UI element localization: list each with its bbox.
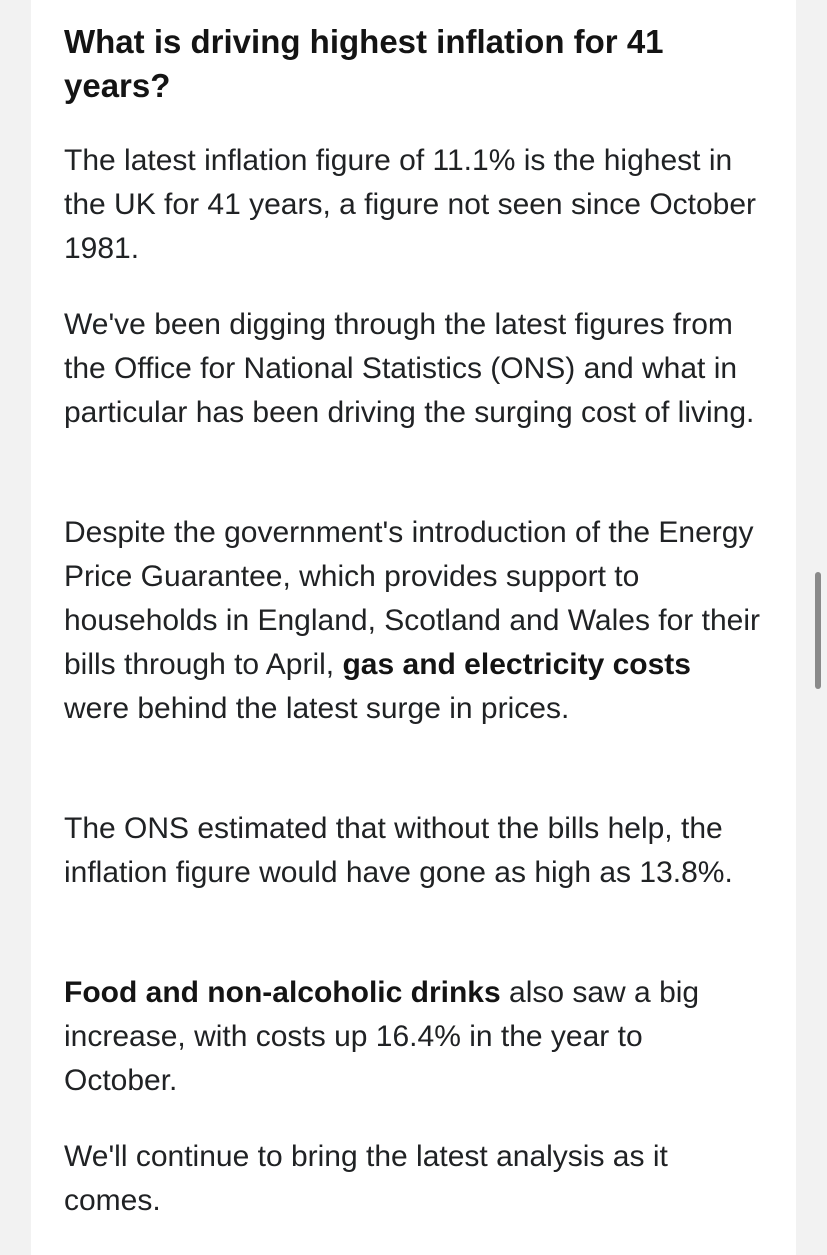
vertical-scrollbar[interactable] [815,572,821,689]
paragraph-energy-end: were behind the latest surge in prices. [64,692,570,725]
paragraph-ons-figures: We've been digging through the latest figures from the Office for National Statistics (ONS) and what in particular has been driving the surging cost of living. [64,308,755,429]
paragraph-energy-price-guarantee [64,511,764,731]
gas-electricity-emphasis: gas and electricity costs [342,648,691,681]
article-heading: What is driving highest inflation for 41 years? [64,23,664,104]
paragraph-inflation-figure: The latest inflation figure of 11.1% is the highest in the UK for 41 years, a figure not seen since October 1981. [64,144,757,265]
article-card [31,0,796,1255]
paragraph-ons-estimate: The ONS estimated that without the bills help, the inflation figure would have gone as high as 13.8%. [64,812,733,889]
paragraph-food-end: also saw a big increase, with costs up 16.4% in the year to October. [64,976,700,1097]
paragraph-continue-analysis: We'll continue to bring the latest analysis as it comes. [64,1140,668,1217]
paragraph-food-drinks [64,971,764,1103]
food-drinks-emphasis: Food and non-alcoholic drinks [64,976,501,1009]
paragraph-energy-text: Despite the government's introduction of the Energy Price Guarantee, which provides support to households in England, Scotland and Wales for their bills through to April, [64,516,760,681]
